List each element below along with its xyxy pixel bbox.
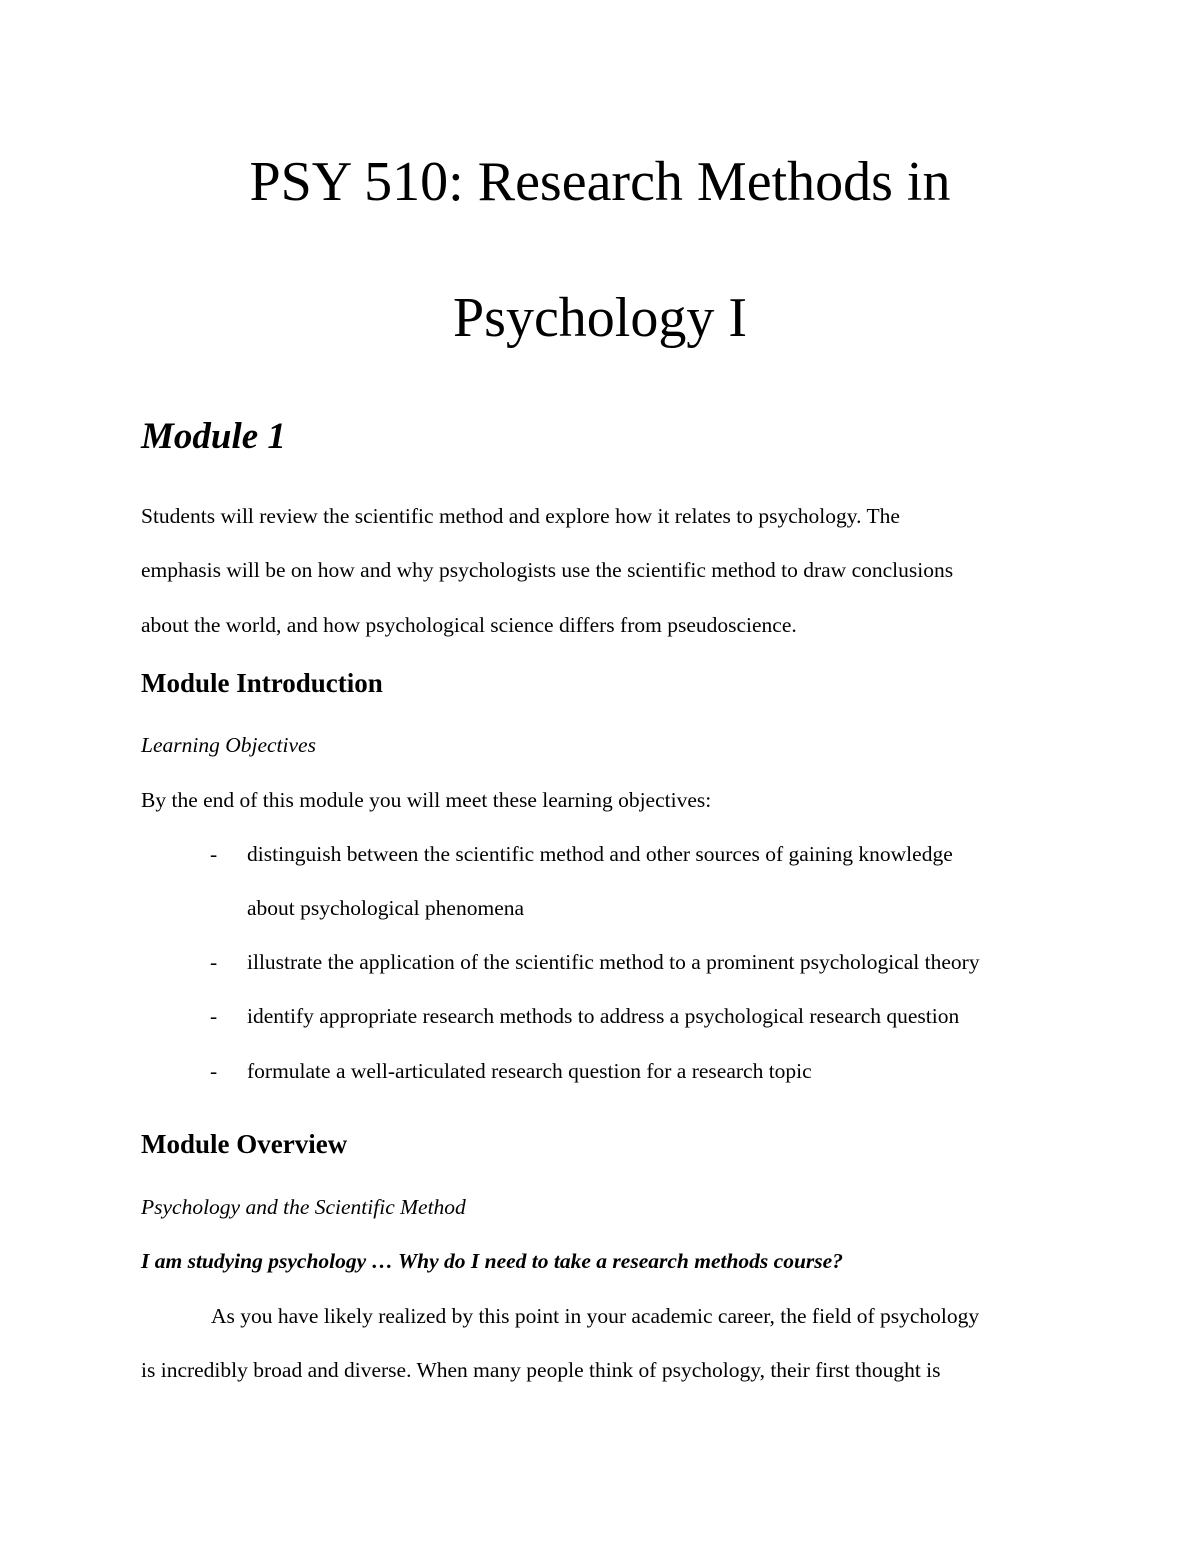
objective-item: identify appropriate research methods to address a psychological research question <box>247 1004 960 1028</box>
objective-item: formulate a well-articulated research question for a research topic <box>247 1059 812 1083</box>
intro-line-3: about the world, and how psychological science differs from pseudoscience. <box>141 613 797 637</box>
overview-subheading: Psychology and the Scientific Method <box>141 1195 466 1219</box>
overview-body-line-1: As you have likely realized by this point in your academic career, the field of psychology <box>211 1304 980 1328</box>
objective-item: distinguish between the scientific method and other sources of gaining knowledge <box>247 842 953 866</box>
objective-item: illustrate the application of the scientific method to a prominent psychological theory <box>247 950 980 974</box>
document-title-line-1: PSY 510: Research Methods in <box>249 151 951 213</box>
document-title-line-2: Psychology I <box>453 287 747 349</box>
bullet-marker: - <box>210 1004 218 1028</box>
overview-body-line-2: is incredibly broad and diverse. When many people think of psychology, their first thought is <box>141 1358 941 1382</box>
learning-objectives-subheading: Learning Objectives <box>141 733 316 757</box>
module-heading: Module 1 <box>141 416 286 457</box>
overview-question: I am studying psychology … Why do I need to take a research methods course? <box>141 1249 843 1273</box>
objectives-lead: By the end of this module you will meet these learning objectives: <box>141 788 712 812</box>
objective-item-continued: about psychological phenomena <box>247 896 525 920</box>
bullet-marker: - <box>210 950 218 974</box>
intro-line-2: emphasis will be on how and why psychologists use the scientific method to draw conclusions <box>141 558 954 582</box>
bullet-marker: - <box>210 1059 218 1083</box>
bullet-marker: - <box>210 842 218 866</box>
module-introduction-heading: Module Introduction <box>141 668 383 698</box>
intro-line-1: Students will review the scientific method and explore how it relates to psychology. The <box>141 504 900 528</box>
module-overview-heading: Module Overview <box>141 1129 348 1159</box>
